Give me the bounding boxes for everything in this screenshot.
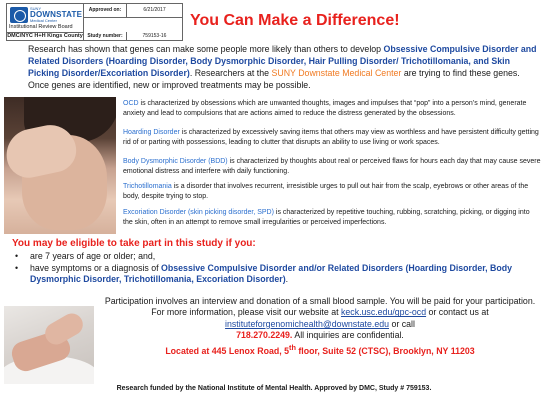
logo-line-downstate: DOWNSTATE	[30, 10, 83, 19]
condition-trichotillomania	[123, 182, 541, 201]
participation-info	[100, 296, 540, 357]
phone-line	[100, 330, 540, 341]
logo-line-suny: SUNY	[30, 6, 42, 11]
approved-on-date: 6/21/2017	[127, 4, 182, 18]
condition-name: Trichotillomania	[123, 183, 172, 190]
phone-number: 718.270.2249.	[236, 330, 293, 341]
condition-name: Excoriation Disorder (skin picking disorder, SPD)	[123, 209, 274, 216]
condition-ocd	[123, 99, 541, 118]
site-label: DMC/NYC H+H Kings County	[7, 33, 83, 39]
distressed-person-photo	[4, 97, 116, 234]
irb-board-label: Institutional Review Board	[9, 24, 73, 30]
criterion-diagnosis	[12, 263, 532, 286]
eligibility-criteria-list	[12, 251, 532, 286]
contact-text-2: or contact us at	[426, 307, 489, 318]
logo-line-medical-center: Medical Center	[30, 18, 57, 23]
condition-text: is characterized by obsessions which are unwanted thoughts, images and impulses that “pop” into a person’s mind, generate anxiety and lead to compulsions that are actions aimed to reduce the distress generated by the obsessions.	[123, 100, 527, 117]
email-link[interactable]: instituteforgenomichealth@downstate.edu	[225, 318, 390, 329]
condition-text: is characterized by thoughts about real or perceived flaws for hours each day that may cause severe emotional distress and interfere with daily functioning.	[123, 158, 541, 175]
condition-name: Hoarding Disorder	[123, 129, 180, 136]
floor-suffix: th	[289, 342, 296, 352]
confidential-text: All inquiries are confidential.	[292, 330, 404, 341]
institution-logo	[7, 4, 84, 33]
or-call-text: or call	[389, 318, 415, 329]
bullet-icon: •	[15, 251, 19, 261]
study-number-label: Study number:	[84, 32, 127, 40]
condition-name: Body Dysmorphic Disorder (BDD)	[123, 158, 228, 165]
bullet-icon: •	[15, 262, 19, 273]
intro-disorders: Obsessive Compulsive Disorder and Related Disorders (Hoarding Disorder, Body Dysmorphic Disorder, Hair Pulling Disorder/ Trichotillomania, and Skin Picking Disorder/Excoriation Disorder)	[28, 44, 537, 78]
approved-on-label: Approved on:	[84, 4, 127, 18]
intro-text-3: are trying to find these genes. Once genes are identified, new or improved treatments may be possible.	[28, 68, 520, 90]
location-line	[100, 342, 540, 357]
condition-text: is characterized by repetitive touching, rubbing, scratching, picking, or digging into the skin, often in an attempt to remove small irregularities or perceived imperfections.	[123, 209, 530, 226]
condition-text: is characterized by excessively saving items that others may view as worthless and have persistent difficulty getting rid of or parting with possessions, leading to clutter that disrupts an ability to use living or work spaces.	[123, 129, 539, 146]
condition-excoriation	[123, 208, 541, 227]
email-line	[100, 319, 540, 330]
funding-footer: Research funded by the National Institute of Mental Health. Approved by DMC, Study # 759153.	[116, 385, 432, 392]
location-text: Located at 445 Lenox Road, 5	[165, 345, 289, 356]
criterion-end: .	[285, 274, 289, 284]
contact-line	[100, 307, 540, 318]
condition-text: is a disorder that involves recurrent, irresistible urges to pull out hair from the scalp, eyebrows or other areas of the body, despite trying to stop.	[123, 183, 529, 200]
eligibility-heading: You may be eligible to take part in this study if you:	[12, 238, 256, 249]
condition-name: OCD	[123, 100, 139, 107]
location-text-2: floor, Suite 52 (CTSC), Brooklyn, NY 11203	[295, 345, 475, 356]
irb-approval-table	[6, 3, 183, 41]
hand-washing-photo	[4, 306, 94, 384]
page-title: You Can Make a Difference!	[190, 12, 400, 29]
contact-text: For more information, please visit our website at	[151, 307, 341, 318]
criterion-text: are 7 years of age or older; and,	[30, 251, 156, 261]
condition-bdd	[123, 157, 541, 176]
participation-line: Participation involves an interview and donation of a small blood sample. You will be paid for your participation.	[104, 296, 536, 306]
intro-text-1: Research has shown that genes can make some people more likely than others to develop	[28, 44, 384, 54]
intro-paragraph	[28, 43, 538, 91]
criterion-age	[12, 251, 532, 263]
criterion-disorders: Obsessive Compulsive Disorder and/or Related Disorders (Hoarding Disorder, Body Dysmorphic Disorder, Trichotillomania, Excoriation Disorder)	[30, 262, 513, 284]
suny-seal-icon	[10, 7, 28, 23]
intro-text-2: . Researchers at the	[189, 68, 272, 78]
criterion-text: have symptoms or a diagnosis of	[30, 262, 162, 273]
condition-hoarding	[123, 128, 541, 147]
study-number-value: 759153-16	[142, 33, 167, 39]
website-link[interactable]: keck.usc.edu/gpc-ocd	[341, 307, 427, 318]
intro-center-name: SUNY Downstate Medical Center	[271, 68, 402, 78]
